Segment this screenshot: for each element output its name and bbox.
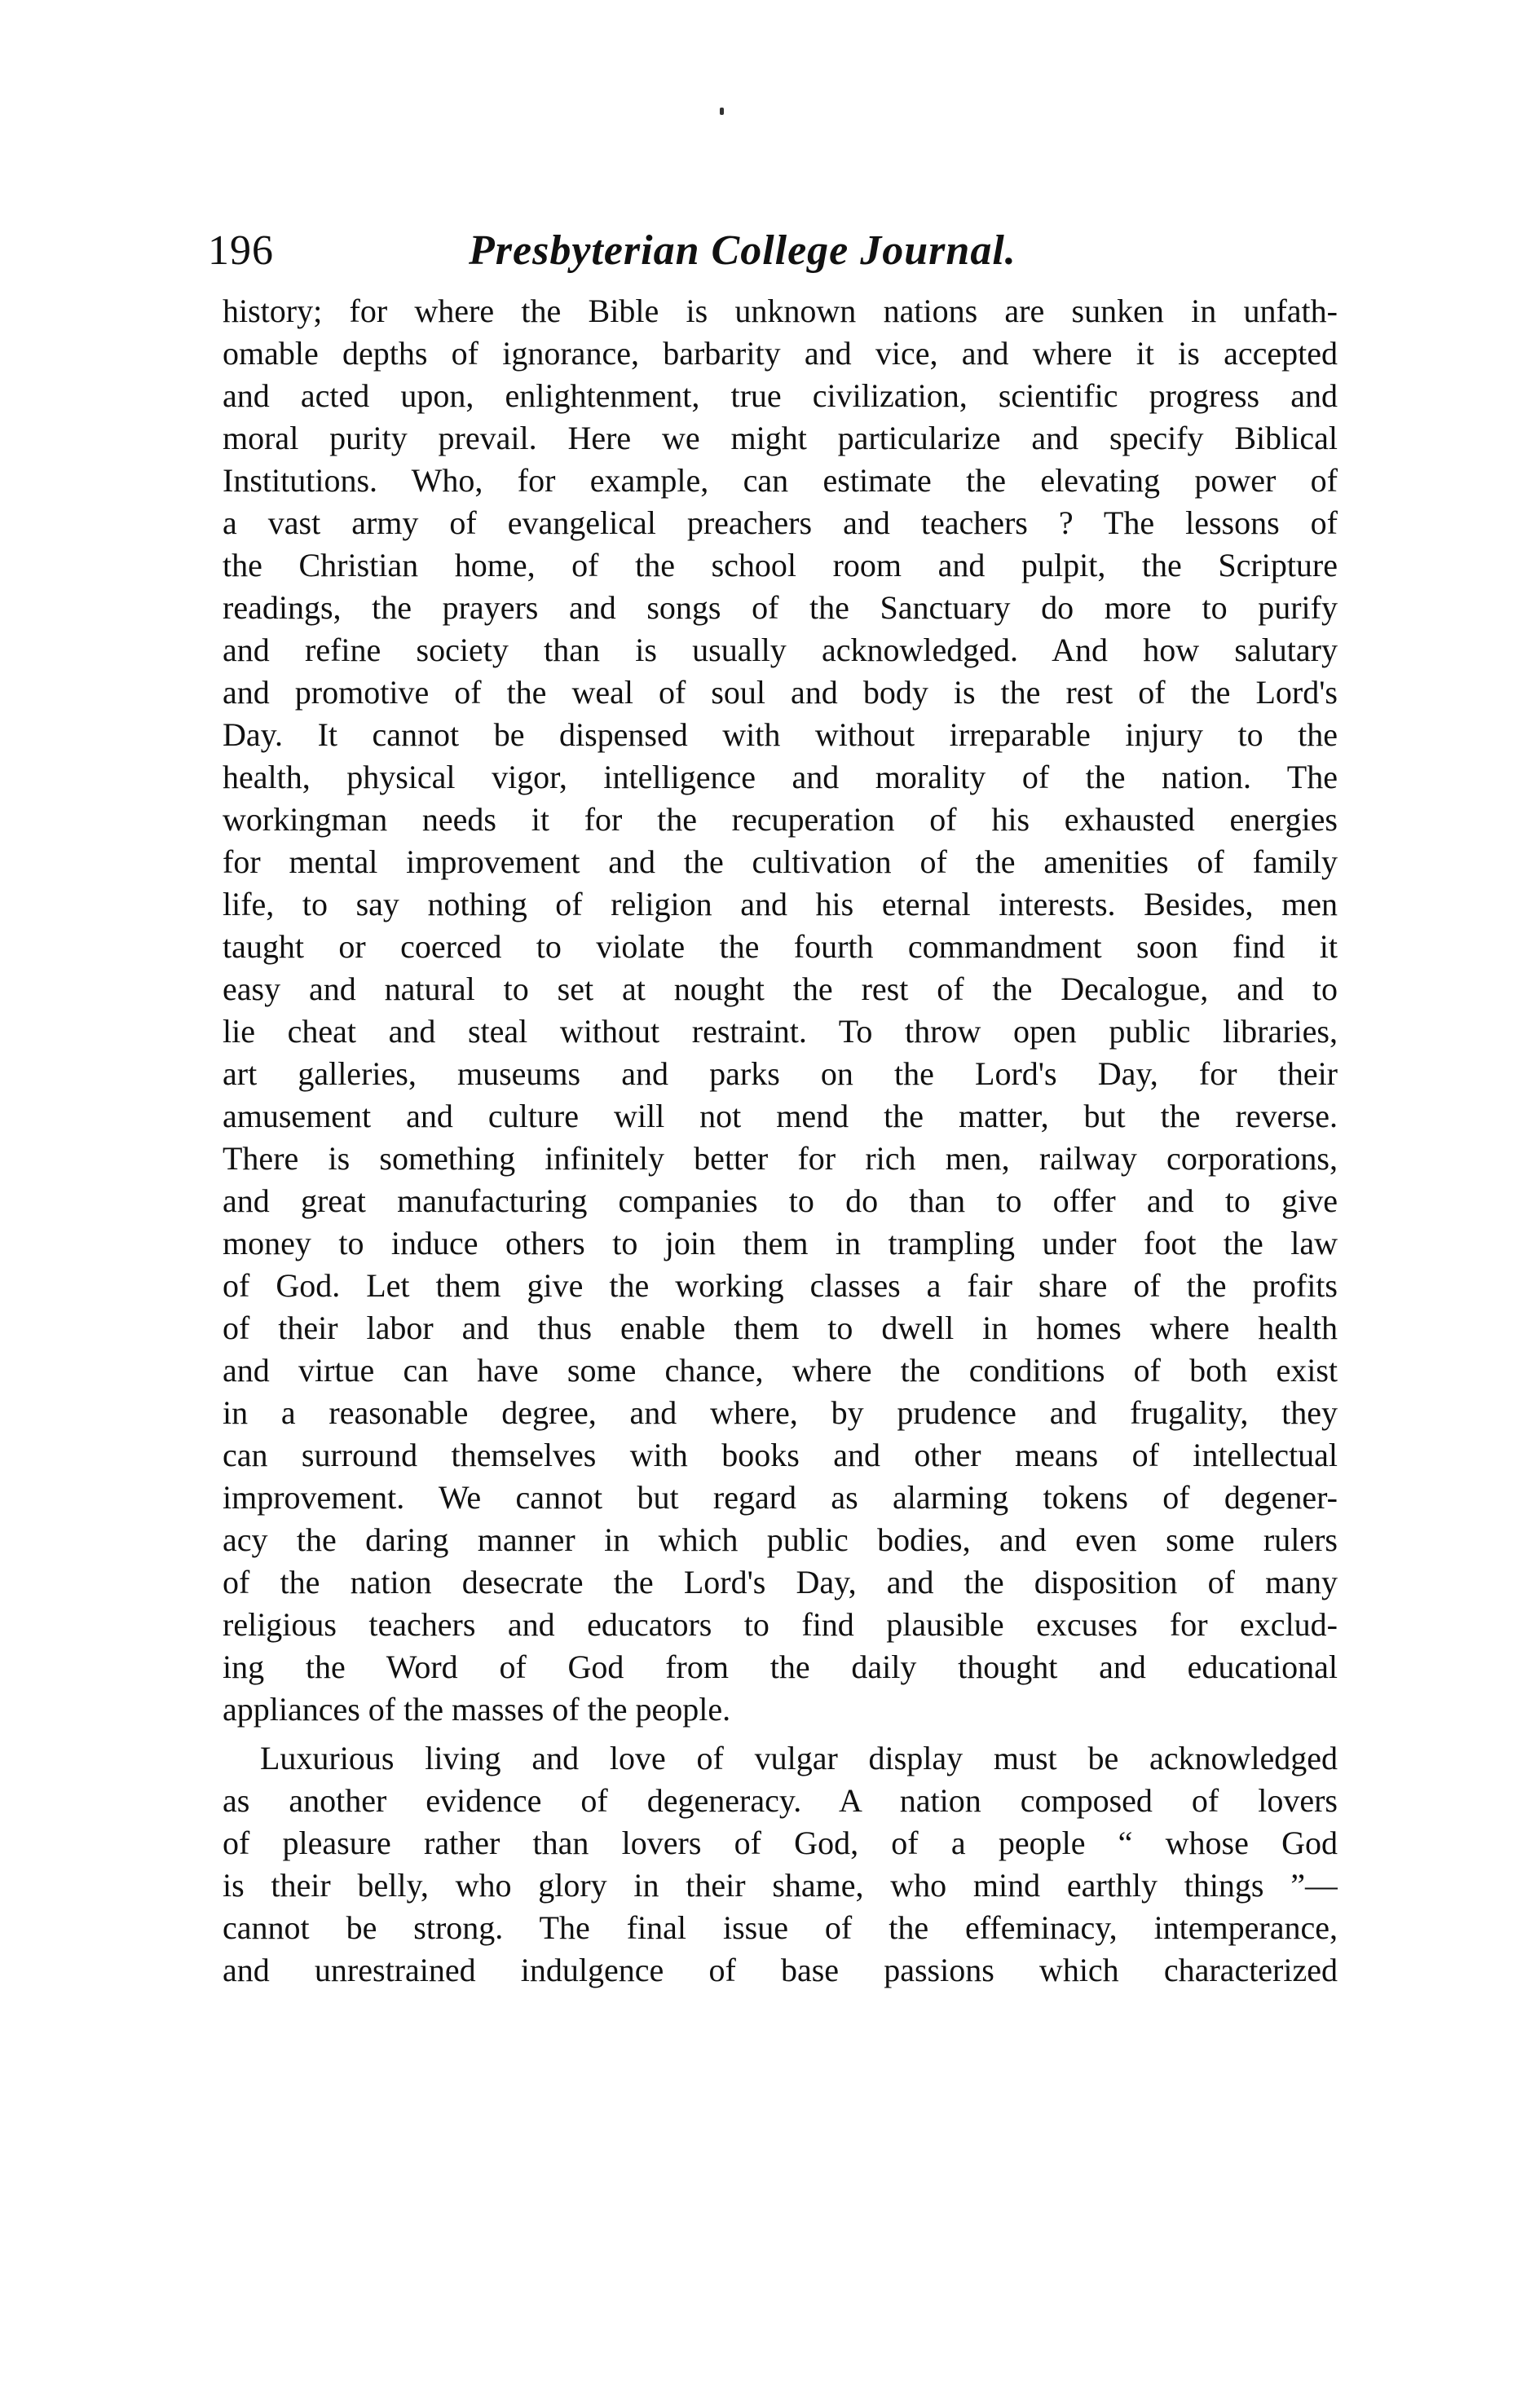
paragraph-gap — [223, 1731, 1338, 1737]
text-line: of pleasure rather than lovers of God, of a people “ whose God — [223, 1825, 1338, 1861]
text-line: of the nation desecrate the Lord's Day, and the disposition of many — [223, 1564, 1338, 1600]
text-line: and virtue can have some chance, where the conditions of both exist — [223, 1352, 1338, 1389]
text-line: health, physical vigor, intelligence and morality of the nation. The — [223, 759, 1338, 795]
text-line: and refine society than is usually acknowledged. And how salutary — [223, 632, 1338, 668]
text-line: in a reasonable degree, and where, by prudence and frugality, they — [223, 1394, 1338, 1431]
text-line: as another evidence of degeneracy. A nation composed of lovers — [223, 1782, 1338, 1819]
text-line: easy and natural to set at nought the rest of the Decalogue, and to — [223, 971, 1338, 1007]
text-line: money to induce others to join them in trampling under foot the law — [223, 1225, 1338, 1261]
text-line: the Christian home, of the school room and pulpit, the Scripture — [223, 547, 1338, 583]
text-line: Luxurious living and love of vulgar display must be acknowledged — [260, 1740, 1338, 1776]
text-line: ing the Word of God from the daily thought and educational — [223, 1649, 1338, 1685]
text-line: Institutions. Who, for example, can estimate the elevating power of — [223, 462, 1338, 499]
text-line: history; for where the Bible is unknown nations are sunken in unfath- — [223, 293, 1338, 329]
text-line: Day. It cannot be dispensed with without irreparable injury to the — [223, 716, 1338, 753]
text-line: life, to say nothing of religion and his eternal interests. Besides, men — [223, 886, 1338, 922]
page-header — [208, 218, 1349, 284]
text-line: improvement. We cannot but regard as alarming tokens of degener- — [223, 1479, 1338, 1516]
text-line: cannot be strong. The final issue of the effeminacy, intemperance, — [223, 1909, 1338, 1946]
text-line: religious teachers and educators to find plausible excuses for exclud- — [223, 1606, 1338, 1643]
text-line: and great manufacturing companies to do than to offer and to give — [223, 1182, 1338, 1219]
text-line: of their labor and thus enable them to dwell in homes where health — [223, 1310, 1338, 1346]
paragraph-1 — [223, 290, 1338, 1731]
paragraph-2 — [223, 1737, 1338, 1992]
body-text — [223, 290, 1338, 1992]
text-line: and promotive of the weal of soul and body is the rest of the Lord's — [223, 674, 1338, 711]
text-line: a vast army of evangelical preachers and teachers ? The lessons of — [223, 504, 1338, 541]
text-line: art galleries, museums and parks on the Lord's Day, for their — [223, 1055, 1338, 1092]
text-line: moral purity prevail. Here we might particularize and specify Biblical — [223, 420, 1338, 456]
text-line: lie cheat and steal without restraint. To throw open public libraries, — [223, 1013, 1338, 1050]
text-line: appliances of the masses of the people. — [223, 1691, 731, 1728]
page-number: 196 — [208, 227, 274, 274]
text-line: and acted upon, enlightenment, true civilization, scientific progress and — [223, 377, 1338, 414]
text-line: amusement and culture will not mend the matter, but the reverse. — [223, 1098, 1338, 1134]
text-line: There is something infinitely better for rich men, railway corporations, — [223, 1140, 1338, 1177]
ink-speck — [720, 108, 724, 115]
text-line: taught or coerced to violate the fourth commandment soon find it — [223, 928, 1338, 965]
text-line: and unrestrained indulgence of base passions which characterized — [223, 1952, 1338, 1988]
text-line: is their belly, who glory in their shame, who mind earthly things ”— — [223, 1867, 1338, 1904]
text-line: workingman needs it for the recuperation of his exhausted energies — [223, 801, 1338, 838]
text-line: can surround themselves with books and other means of intellectual — [223, 1437, 1338, 1473]
text-line: of God. Let them give the working classes a fair share of the profits — [223, 1267, 1338, 1304]
text-line: readings, the prayers and songs of the Sanctuary do more to purify — [223, 589, 1338, 626]
text-line: acy the daring manner in which public bodies, and even some rulers — [223, 1521, 1338, 1558]
text-line: for mental improvement and the cultivation of the amenities of family — [223, 843, 1338, 880]
running-title: Presbyterian College Journal. — [469, 227, 1016, 274]
text-line: omable depths of ignorance, barbarity and vice, and where it is accepted — [223, 335, 1338, 372]
